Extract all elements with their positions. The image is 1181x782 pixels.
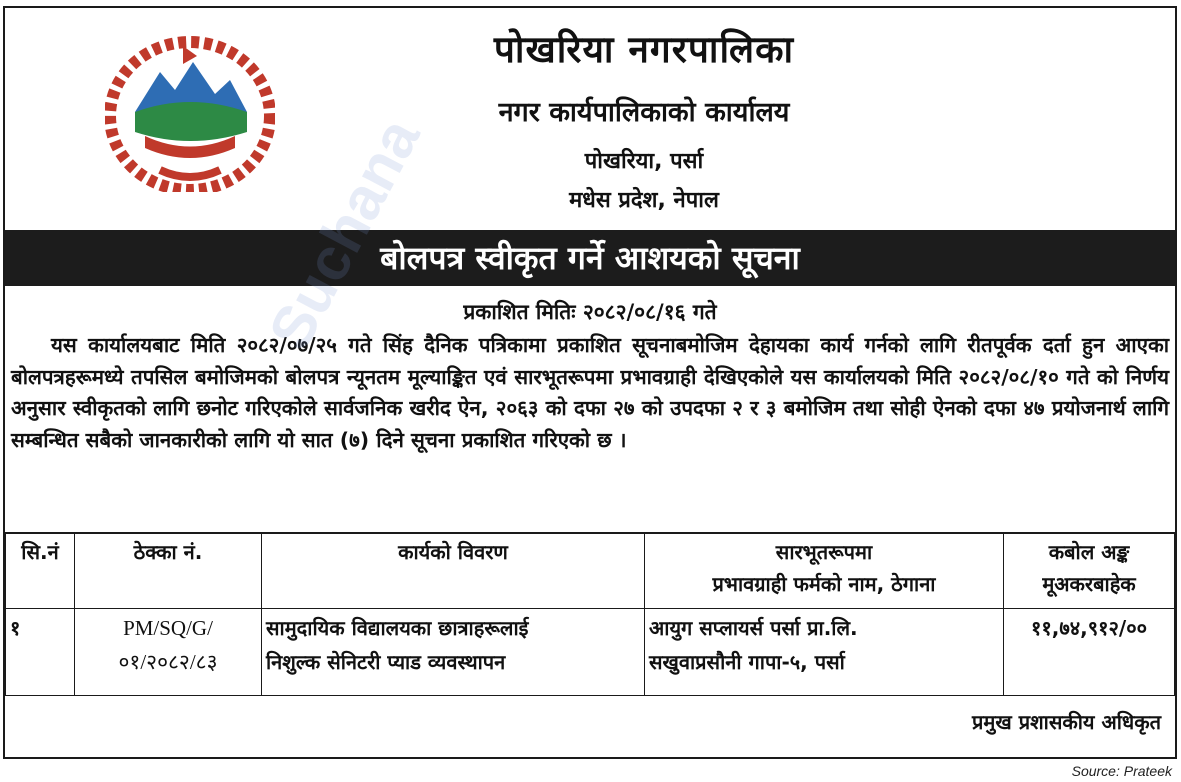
cell-description [262, 609, 645, 696]
notice-body: यस कार्यालयबाट मिति २०८२/०७/२५ गते सिंह दैनिक पत्रिकामा प्रकाशित सूचनाबमोजिम देहायका कार्य गर्नको लागि रीतपूर्वक दर्ता हुन आएका बोलपत्रहरूमध्ये तपसिल बमोजिमको बोलपत्र न्यूनतम मूल्याङ्कित एवं सारभूतरूपमा प्रभावग्राही देखिएकोले यस कार्यालयको मिति २०८२/०८/१० गते को निर्णय अनुसार स्वीकृतको लागि छनोट गरिएकोले सार्वजनिक खरीद ऐन, २०६३ को दफा २७ को उपदफा २ र ३ बमोजिम तथा सोही ऐनको दफा ४७ प्रयोजनार्थ लागि सम्बन्धित सबैको जानकारीको लागि यो सात (७) दिने सूचना प्रकाशित गरिएको छ । [11, 333, 1169, 452]
contract-no-line1: PM/SQ/G/ [123, 616, 213, 640]
signatory: प्रमुख प्रशासकीय अधिकृत [972, 710, 1161, 734]
header-amount [1004, 533, 1175, 609]
notice-title: बोलपत्र स्वीकृत गर्ने आशयको सूचना [5, 230, 1175, 286]
org-province: मधेस प्रदेश, नेपाल [569, 188, 719, 213]
header-amount-line2: मूअकरबाहेक [1042, 572, 1136, 596]
org-address: पोखरिया, पर्सा [584, 149, 704, 174]
org-office: नगर कार्यपालिकाको कार्यालय [498, 97, 790, 128]
cell-amount: ११,७४,९१२/०० [1004, 609, 1175, 696]
header-firm [645, 533, 1004, 609]
published-date: प्रकाशित मितिः २०८२/०८/१६ गते [463, 300, 717, 324]
table-row [6, 609, 1175, 696]
cell-contract-no [75, 609, 262, 696]
notice-header [5, 8, 1175, 230]
table-header-row [6, 533, 1175, 609]
firm-line1: आयुग सप्लायर्स पर्सा प्रा.लि. [649, 616, 858, 640]
header-sn: सि.नं [6, 533, 75, 609]
header-description: कार्यको विवरण [262, 533, 645, 609]
firm-line2: सखुवाप्रसौनी गापा-५, पर्सा [649, 650, 845, 674]
org-name: पोखरिया नगरपालिका [493, 28, 795, 71]
header-firm-line1: सारभूतरूपमा [775, 540, 873, 564]
header-amount-line1: कबोल अङ्क [1048, 540, 1130, 564]
source-credit: Source: Prateek [1071, 763, 1172, 779]
description-line1: सामुदायिक विद्यालयका छात्राहरूलाई [266, 616, 529, 640]
contract-no-line2: ०१/२०८२/८३ [118, 650, 218, 674]
cell-firm [645, 609, 1004, 696]
header-contract-no: ठेक्का नं. [75, 533, 262, 609]
notice-frame [3, 6, 1177, 759]
tender-table [5, 532, 1175, 696]
description-line2: निशुल्क सेनिटरी प्याड व्यवस्थापन [266, 650, 506, 674]
header-firm-line2: प्रभावग्राही फर्मको नाम, ठेगाना [712, 572, 936, 596]
cell-sn: १ [6, 609, 75, 696]
